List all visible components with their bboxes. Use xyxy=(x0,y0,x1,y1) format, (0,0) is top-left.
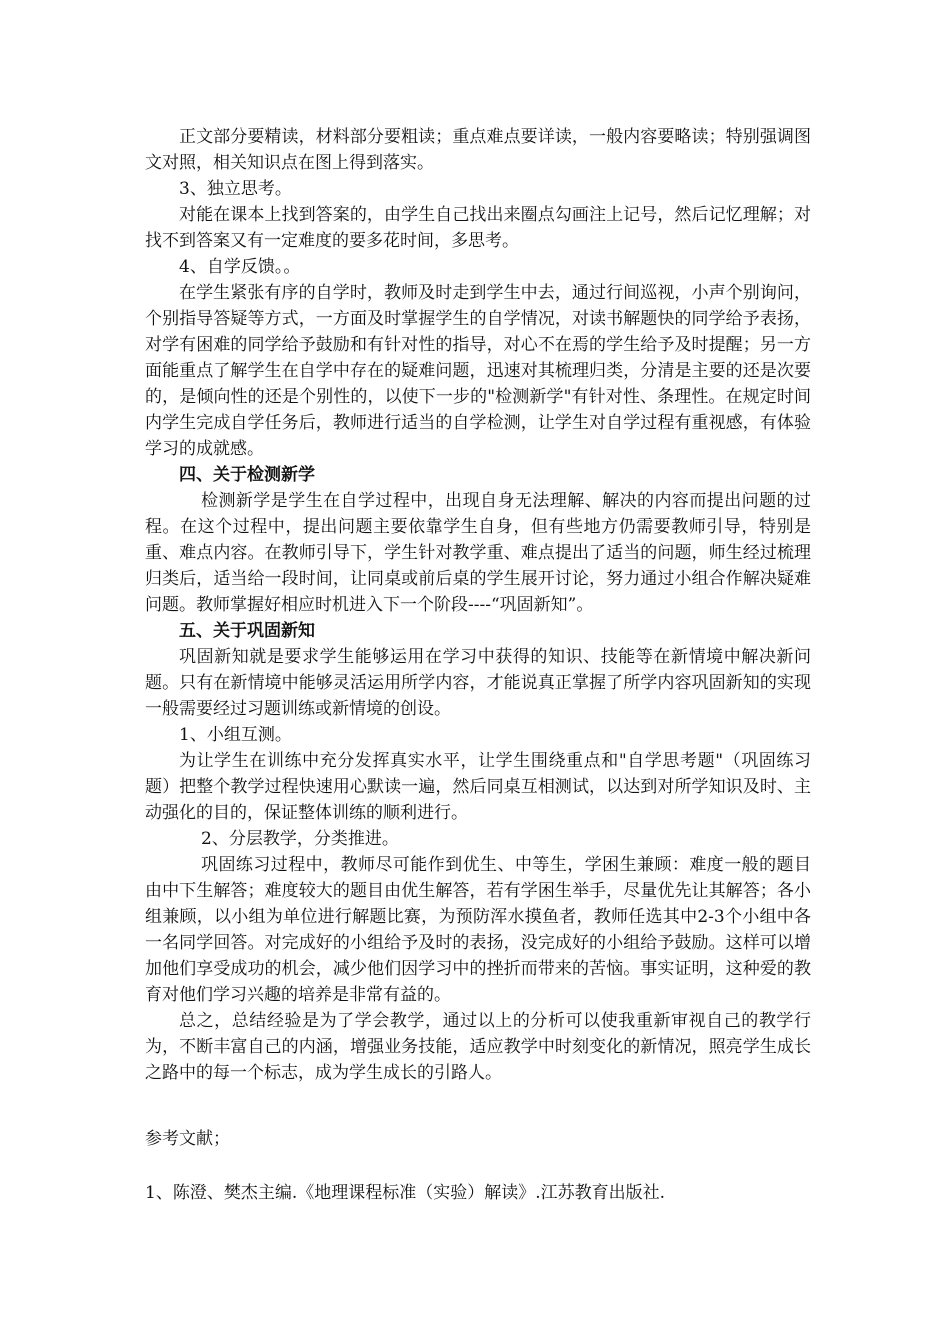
paragraph: 巩固新知就是要求学生能够运用在学习中获得的知识、技能等在新情境中解决新问题。只有在新情境中能够灵活运用所学内容，才能说真正掌握了所学内容巩固新知的实现一般需要经过习题训练或新情境的创设。 xyxy=(145,647,811,719)
paragraph: 为让学生在训练中充分发挥真实水平，让学生围绕重点和"自学思考题"（巩固练习题）把整个教学过程快速用心默读一遍，然后同桌互相测试，以达到对所学知识及时、主动强化的目的，保证整体训练的顺利进行。 xyxy=(145,751,811,823)
step-heading: 3、独立思考。 xyxy=(179,179,292,199)
step-heading: 4、自学反馈。。 xyxy=(179,257,301,277)
paragraph: 对能在课本上找到答案的，由学生自己找出来圈点勾画注上记号，然后记忆理解；对找不到答案又有一定难度的要多花时间，多思考。 xyxy=(145,205,811,251)
paragraph: 正文部分要精读，材料部分要粗读；重点难点要详读，一般内容要略读；特别强调图文对照，相关知识点在图上得到落实。 xyxy=(145,127,811,173)
document-page xyxy=(145,124,811,1206)
reference-item: 1、陈澄、樊杰主编.《地理课程标准（实验）解读》.江苏教育出版社. xyxy=(145,1183,666,1203)
section-heading: 四、关于检测新学 xyxy=(179,465,315,485)
paragraph: 巩固练习过程中，教师尽可能作到优生、中等生，学困生兼顾：难度一般的题目由中下生解答；难度较大的题目由优生解答，若有学困生举手，尽量优先让其解答；各小组兼顾，以小组为单位进行解题比赛，为预防浑水摸鱼者，教师任选其中2-3个小组中各一名同学回答。对完成好的小组给予及时的表扬，没完成好的小组给予鼓励。这样可以增加他们享受成功的机会，减少他们因学习中的挫折而带来的苦恼。事实证明，这种爱的教育对他们学习兴趣的培养是非常有益的。 xyxy=(145,855,811,1005)
step-heading: 1、小组互测。 xyxy=(179,725,292,745)
step-heading: 2、分层教学，分类推进。 xyxy=(201,829,399,849)
references-title: 参考文献； xyxy=(145,1129,230,1149)
section-heading: 五、关于巩固新知 xyxy=(179,621,315,641)
paragraph: 检测新学是学生在自学过程中，出现自身无法理解、解决的内容而提出问题的过程。在这个过程中，提出问题主要依靠学生自身，但有些地方仍需要教师引导，特别是重、难点内容。在教师引导下，学生针对教学重、难点提出了适当的问题，师生经过梳理归类后，适当给一段时间，让同桌或前后桌的学生展开讨论，努力通过小组合作解决疑难问题。教师掌握好相应时机进入下一个阶段----“巩固新知”。 xyxy=(145,491,811,615)
paragraph: 总之，总结经验是为了学会教学，通过以上的分析可以使我重新审视自己的教学行为，不断丰富自己的内涵，增强业务技能，适应教学中时刻变化的新情况，照亮学生成长之路中的每一个标志，成为学生成长的引路人。 xyxy=(145,1011,811,1083)
paragraph: 在学生紧张有序的自学时，教师及时走到学生中去，通过行间巡视，小声个别询问，个别指导答疑等方式，一方面及时掌握学生的自学情况，对读书解题快的同学给予表扬，对学有困难的同学给予鼓励和有针对性的指导，对心不在焉的学生给予及时提醒；另一方面能重点了解学生在自学中存在的疑难问题，迅速对其梳理归类，分清是主要的还是次要的，是倾向性的还是个别性的，以使下一步的"检测新学"有针对性、条理性。在规定时间内学生完成自学任务后，教师进行适当的自学检测，让学生对自学过程有重视感，有体验学习的成就感。 xyxy=(145,283,811,459)
